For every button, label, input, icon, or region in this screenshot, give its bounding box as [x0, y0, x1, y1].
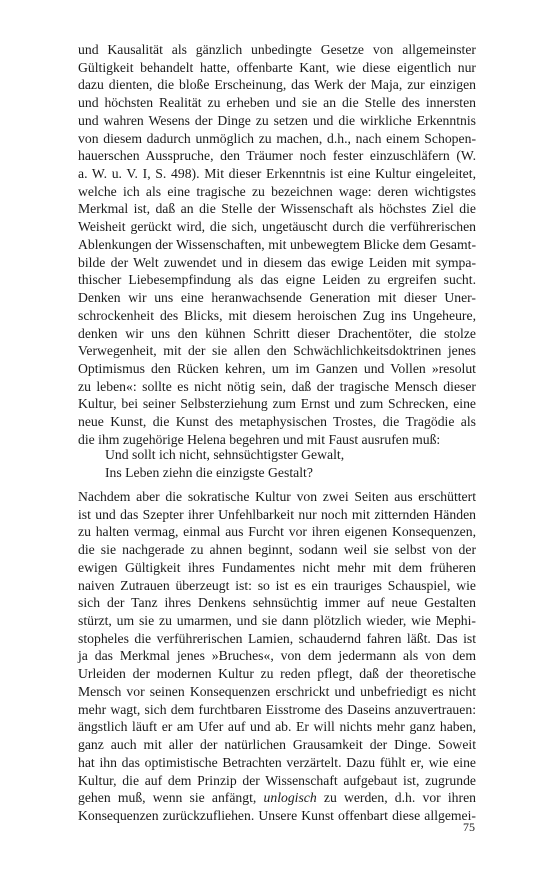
text-line: die ihm zugehörige Helena begehren und mit Faust ausrufen muß:	[78, 431, 441, 447]
text-line: und Kausalität als gänzlich unbedingte Gesetze von allgemeinster	[78, 42, 476, 57]
page-number: 75	[463, 820, 475, 834]
text-line: Mensch vor seinen Konsequenzen erschrickt und unbefriedigt es nicht	[78, 683, 476, 699]
text-line: bilde der Welt zuwendet und in diesem das ewige Leiden mit sympa-	[78, 254, 476, 270]
text-line: von diesem dadurch unmöglich zu machen, d.h., nach einem Schopen-	[78, 130, 476, 146]
text-line: mehr wagt, sich dem furchtbaren Eisstrome des Daseins anzuvertrauen:	[78, 701, 476, 717]
text-line: stürzt, um sie zu umarmen, und sie dann plötzlich wieder, wie Mephi-	[78, 613, 476, 629]
text-line: Denken wir uns eine heranwachsende Generation mit dieser Uner-	[78, 290, 476, 306]
paragraph-2	[78, 488, 476, 825]
text-line: ewigen Gültigkeit ihres Fundamentes nicht mehr mit dem früheren	[78, 559, 476, 575]
text-line: stopheles die verführerischen Lamien, schaudernd fahren läßt. Das ist	[78, 630, 476, 646]
text-line: zu halten vermag, einmal aus Furcht vor ihren eigenen Konsequenzen,	[78, 524, 476, 540]
text-line: schrockenheit des Blicks, mit diesem heroischen Zug ins Ungeheure,	[78, 307, 476, 323]
text-line: Ablenkungen der Wissenschaften, mit unbewegtem Blicke dem Gesamt-	[78, 236, 476, 252]
text-line: welche ich als eine tragische zu bezeichnen wage: deren wichtigstes	[78, 183, 476, 199]
text-line: Urleiden der modernen Kultur zu reden pflegt, daß der theoretische	[78, 666, 476, 682]
text-line: ist und das Szepter ihrer Unfehlbarkeit nur noch mit zitternden Händen	[78, 506, 476, 522]
text-line: hat ihn das optimistische Betrachten verzärtelt. Dazu fühlt er, wie eine	[78, 754, 476, 770]
text-line: zu leben«: sollte es nicht nötig sein, daß der tragische Mensch dieser	[78, 378, 476, 394]
text-line: Nachdem aber die sokratische Kultur von zwei Seiten aus erschüttert	[78, 489, 476, 504]
text-line: dazu dienten, die bloße Erscheinung, das Werk der Maja, zur einzigen	[78, 77, 476, 93]
text-line: Gültigkeit behandelt hatte, offenbarte Kant, wie diese eigentlich nur	[78, 59, 476, 75]
text-line: die sie nachgerade zu ahnen beginnt, sodann weil sie selbst von der	[78, 542, 476, 558]
verse-line: Ins Leben ziehn die einzigste Gestalt?	[105, 464, 313, 480]
text-line: Optimismus den Rücken kehren, um im Ganzen und Vollen »resolut	[78, 360, 476, 376]
text-line: denken wir uns den kühnen Schritt dieser Drachentöter, die stolze	[78, 325, 476, 341]
text-line: neue Kunst, die Kunst des metaphysischen Trostes, die Tragödie als	[78, 414, 476, 430]
text-line: Merkmal ist, daß an die Stelle der Wissenschaft als höchstes Ziel die	[78, 201, 476, 217]
text-line: Kultur, die auf dem Prinzip der Wissenschaft aufgebaut ist, zugrunde	[78, 772, 476, 788]
text-line: ängstlich läuft er am Ufer auf und ab. Er will nichts mehr ganz haben,	[78, 719, 476, 735]
text-line: gehen muß, wenn sie anfängt, unlogisch zu werden, d.h. vor ihren	[78, 790, 476, 806]
text-line: hauerschen Ausspruche, den Träumer noch fester einzuschläfern (W.	[78, 148, 476, 164]
paragraph-1	[78, 41, 476, 449]
text-line: Konsequenzen zurückzufliehen. Unsere Kunst offenbart diese allgemei-	[78, 807, 476, 823]
text-line: naiven Zutrauen überzeugt ist: so ist es ein trauriges Schauspiel, wie	[78, 577, 476, 593]
text-line: sich der Tanz ihres Denkens sehnsüchtig immer auf neue Gestalten	[78, 595, 476, 611]
text-line: und wahren Wesens der Dinge zu setzen und die wirkliche Erkenntnis	[78, 112, 476, 128]
text-line: ja das Merkmal jenes »Bruches«, von dem jedermann als von dem	[78, 648, 476, 664]
text-line: a. W. u. V. I, S. 498). Mit dieser Erkenntnis ist eine Kultur eingeleitet,	[78, 166, 476, 182]
text-line: und höchsten Realität zu erheben und sie an die Stelle des innersten	[78, 95, 476, 111]
text-line: Verwegenheit, mit der sie allen den Schwächlichkeitsdoktrinen jenes	[78, 343, 476, 359]
verse-line: Und sollt ich nicht, sehnsüchtigster Gewalt,	[105, 447, 345, 462]
text-line: thischer Liebesempfindung als das eigne Leiden zu ergreifen sucht.	[78, 272, 476, 288]
emphasized-word: unlogisch	[263, 790, 317, 806]
text-line: Kultur, bei seiner Selbsterziehung zum Ernst und zum Schrecken, eine	[78, 396, 476, 412]
text-line: Weisheit gerückt wird, die sich, ungetäuscht durch die verführerischen	[78, 219, 476, 235]
verse-quote	[105, 446, 344, 481]
text-line: ganz auch mit aller der natürlichen Grausamkeit der Dinge. Soweit	[78, 737, 476, 753]
